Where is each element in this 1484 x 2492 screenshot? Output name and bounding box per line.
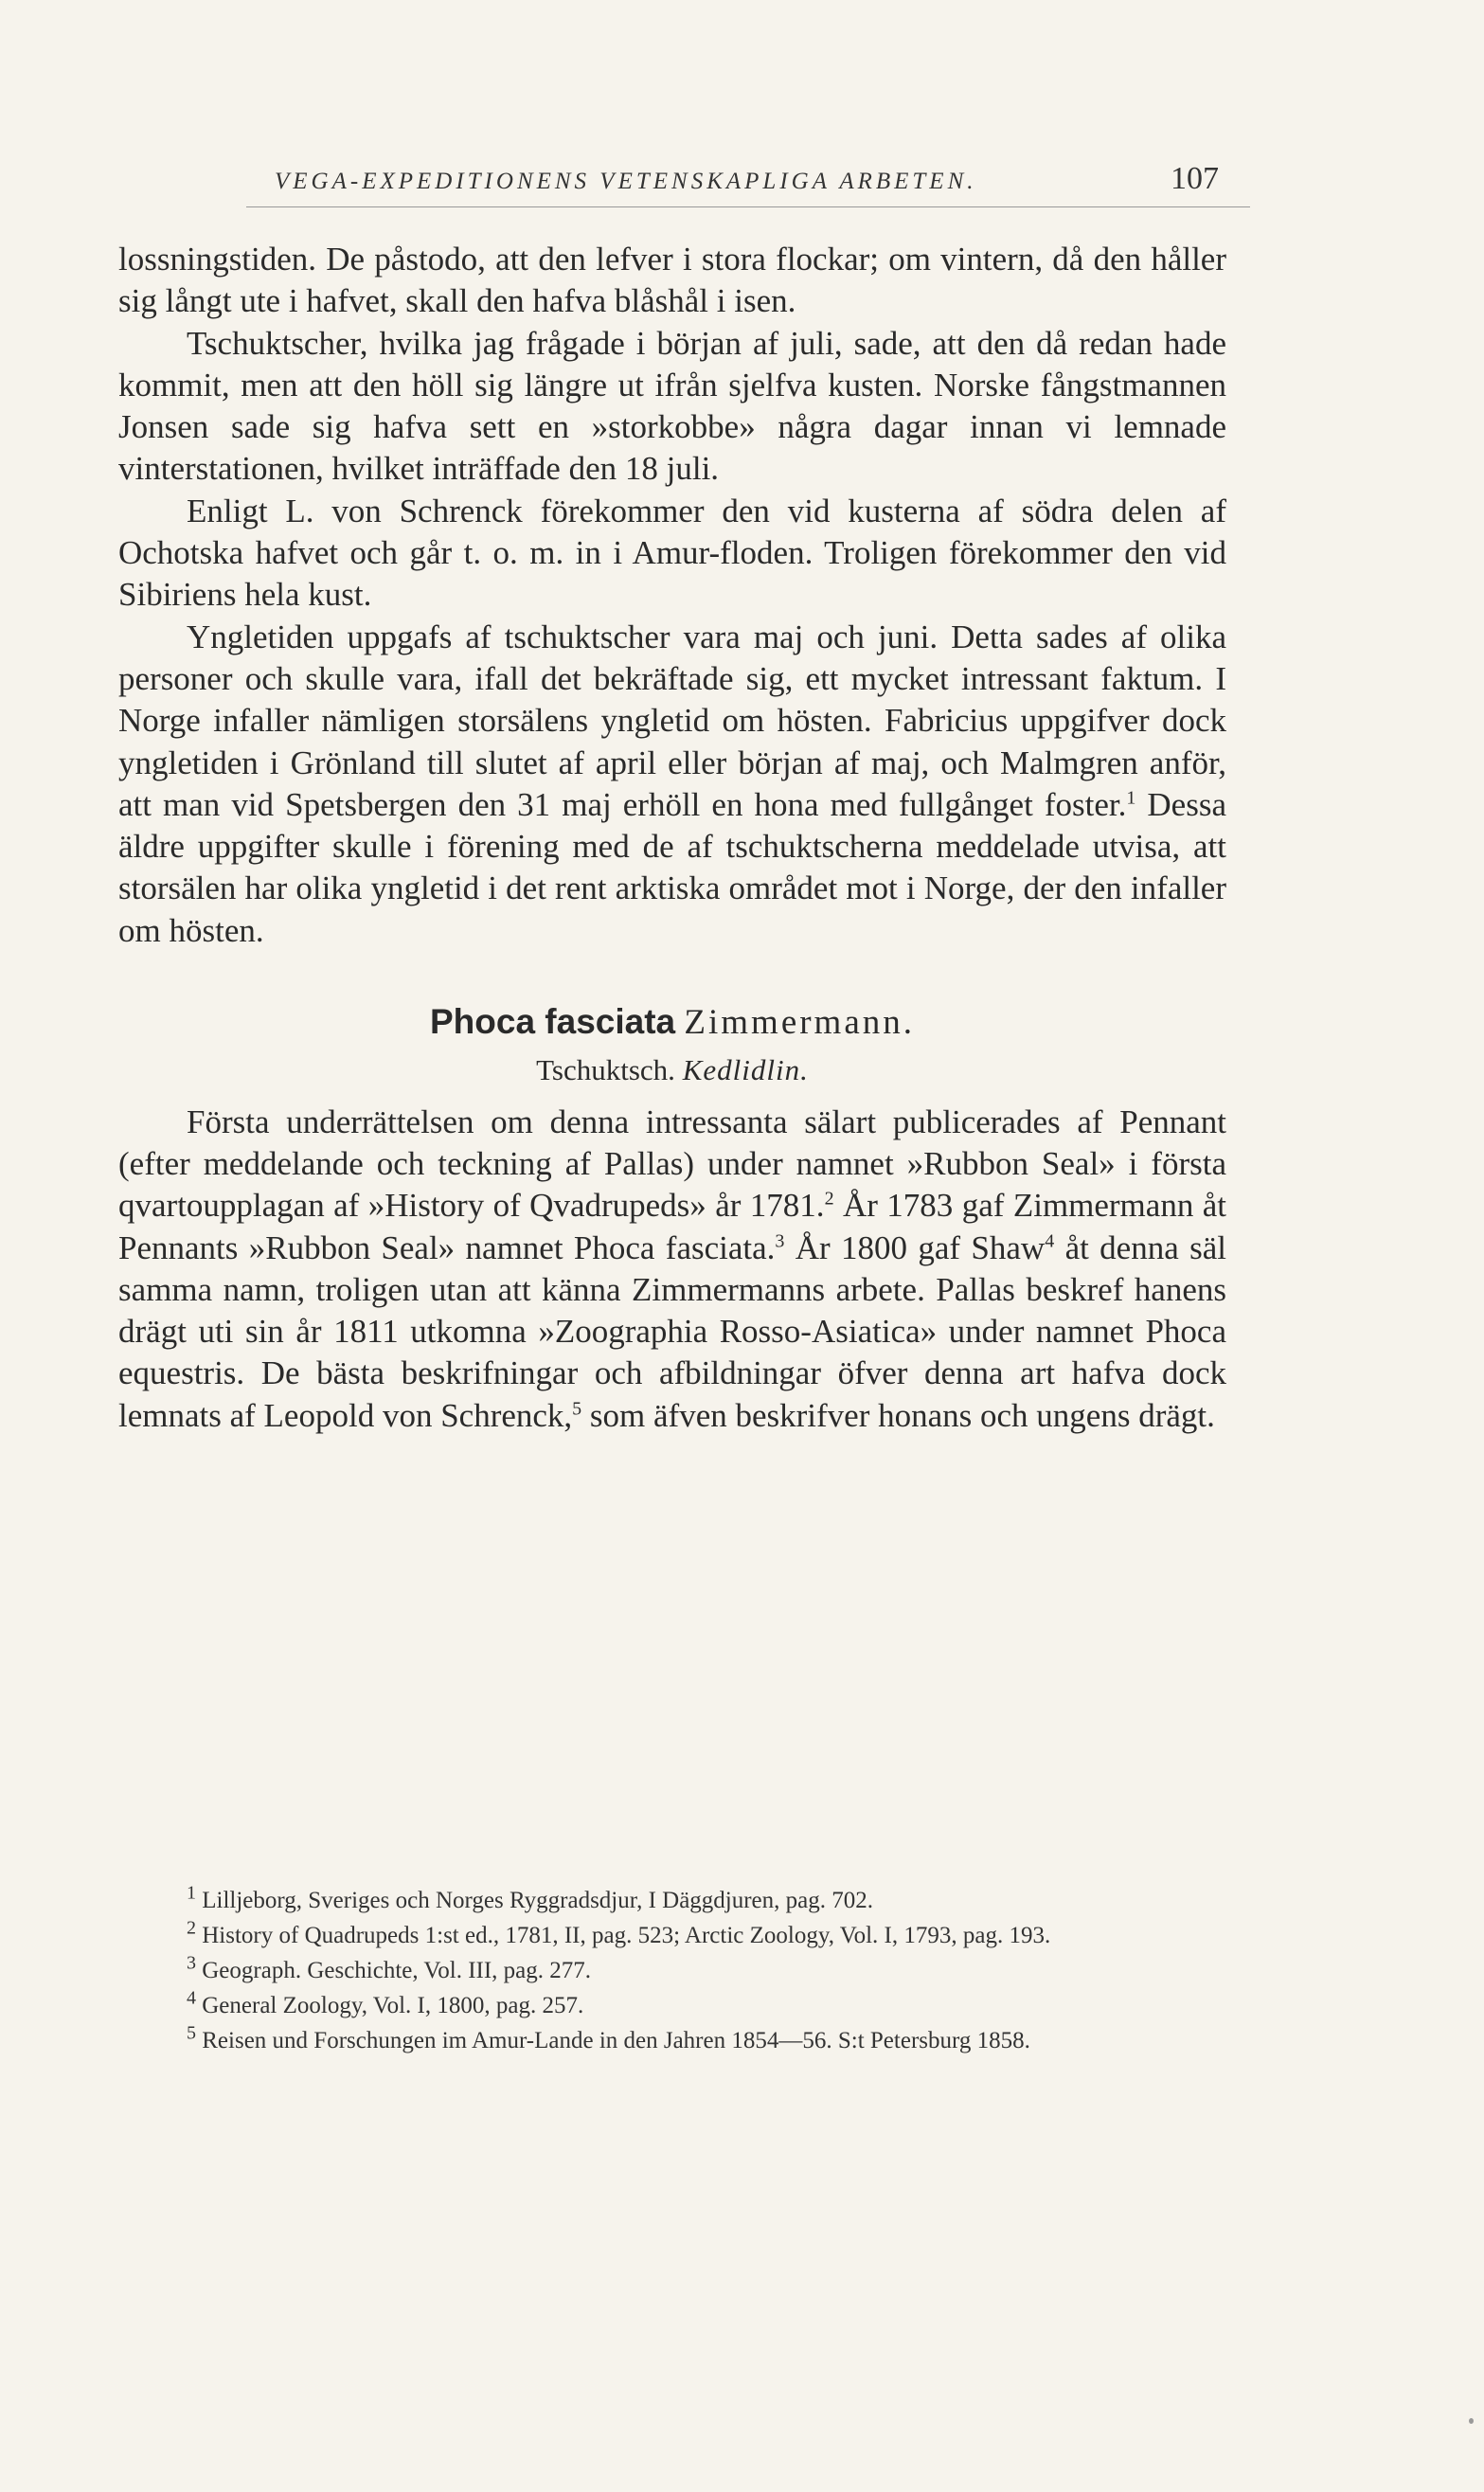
paragraph-text: Yngletiden uppgafs af tschuktscher vara maj och juni. Detta sades af olika personer och skulle vara, ifall det bekräftade sig, ett mycket intressant faktum. I Norge infaller nämligen storsälens yngletid om hösten. Fabricius uppgifver dock yngletiden i Grönland till slutet af april eller början af maj, och Malmgren anför, att man vid Spetsbergen den 31 maj erhöll en hona med fullgånget foster. bbox=[118, 618, 1226, 823]
body-text bbox=[118, 239, 1226, 1437]
paragraph-text: Första underrättelsen om denna intressanta sälart publicerades af Pennant (efter meddelande och teckning af Pallas) under namnet »Rubbon Seal» i första qvartoupplagan af »History of Qvadrupeds» år 1781. bbox=[118, 1103, 1226, 1225]
footnote-mark: 4 bbox=[187, 1987, 196, 2009]
paragraph: lossningstiden. De påstodo, att den lefver i stora flockar; om vintern, då den håller sig långt ute i hafvet, skall den hafva blåshål i isen. bbox=[118, 241, 1226, 320]
running-header: VEGA-EXPEDITIONENS VETENSKAPLIGA ARBETEN. bbox=[275, 169, 977, 194]
footnote bbox=[118, 2023, 1226, 2058]
footnote-ref: 1 bbox=[1126, 787, 1136, 809]
footnote-mark: 2 bbox=[187, 1917, 196, 1939]
paragraph-text: År 1783 gaf Zimmermann åt Pennants »Rubbon Seal» namnet Phoca fasciata. bbox=[118, 1187, 1226, 1266]
paragraph-text: År 1800 gaf Shaw bbox=[784, 1228, 1046, 1266]
footnote-ref: 3 bbox=[775, 1229, 785, 1251]
vernacular-name: Kedlidlin. bbox=[682, 1053, 809, 1087]
footnote-ref: 2 bbox=[824, 1188, 834, 1210]
footnote-mark: 3 bbox=[187, 1952, 196, 1974]
header-rule bbox=[246, 206, 1250, 207]
footnote bbox=[118, 1883, 1226, 1918]
footnote-ref: 4 bbox=[1045, 1229, 1055, 1251]
footnotes bbox=[118, 1883, 1226, 2058]
paragraph-text: som äfven beskrifver honans och ungens drägt. bbox=[581, 1396, 1215, 1434]
footnote-text: Lilljeborg, Sveriges och Norges Ryggradsdjur, I Däggdjuren, pag. 702. bbox=[202, 1888, 874, 1913]
page-number: 107 bbox=[1171, 161, 1219, 196]
footnote-text: General Zoology, Vol. I, 1800, pag. 257. bbox=[202, 1993, 584, 2018]
paragraph bbox=[118, 1102, 1226, 1437]
species-name: Phoca fasciata bbox=[429, 1002, 676, 1042]
common-name-line bbox=[118, 1049, 1226, 1091]
paragraph-text: Dessa äldre uppgifter skulle i förening med de af tschuktscherna meddelade utvisa, att storsälen har olika yngletid i det rent arktiska området mot i Norge, der den infaller om hösten. bbox=[118, 785, 1226, 949]
footnote-text: History of Quadrupeds 1:st ed., 1781, II, pag. 523; Arctic Zoology, Vol. I, 1793, pag. 193. bbox=[202, 1923, 1051, 1948]
footnote bbox=[118, 1988, 1226, 2023]
paragraph-text: åt denna säl samma namn, troligen utan att känna Zimmermanns arbete. Pallas beskref hanens drägt uti sin år 1811 utkomna »Zoographia Rosso-Asiatica» under namnet Phoca equestris. De bästa beskrifningar och afbildningar öfver denna art hafva dock lemnats af Leopold von Schrenck, bbox=[118, 1228, 1226, 1434]
footnote-text: Geograph. Geschichte, Vol. III, pag. 277. bbox=[202, 1958, 592, 1983]
paragraph: Enligt L. von Schrenck förekommer den vid kusterna af södra delen af Ochotska hafvet och går t. o. m. in i Amur-floden. Troligen förekommer den vid Sibiriens hela kust. bbox=[118, 492, 1226, 614]
footnote-ref: 5 bbox=[572, 1398, 582, 1420]
paragraph: Tschuktscher, hvilka jag frågade i början af juli, sade, att den då redan hade kommit, men att den höll sig längre ut ifrån sjelfva kusten. Norske fångstmannen Jonsen sade sig hafva sett en »storkobbe» några dagar innan vi lemnade vinterstationen, hvilket inträffade den 18 juli. bbox=[118, 324, 1226, 488]
species-author: Zimmermann. bbox=[684, 1003, 916, 1043]
footnote-mark: 1 bbox=[187, 1882, 196, 1904]
scan-speck bbox=[1469, 2418, 1474, 2424]
footnote-text: Reisen und Forschungen im Amur-Lande in den Jahren 1854—56. S:t Petersburg 1858. bbox=[202, 2028, 1030, 2053]
section-heading bbox=[118, 1001, 1226, 1044]
footnote-mark: 5 bbox=[187, 2022, 196, 2044]
footnote bbox=[118, 1918, 1226, 1953]
paragraph bbox=[118, 617, 1226, 952]
footnote bbox=[118, 1953, 1226, 1988]
language-label: Tschuktsch. bbox=[536, 1053, 675, 1087]
